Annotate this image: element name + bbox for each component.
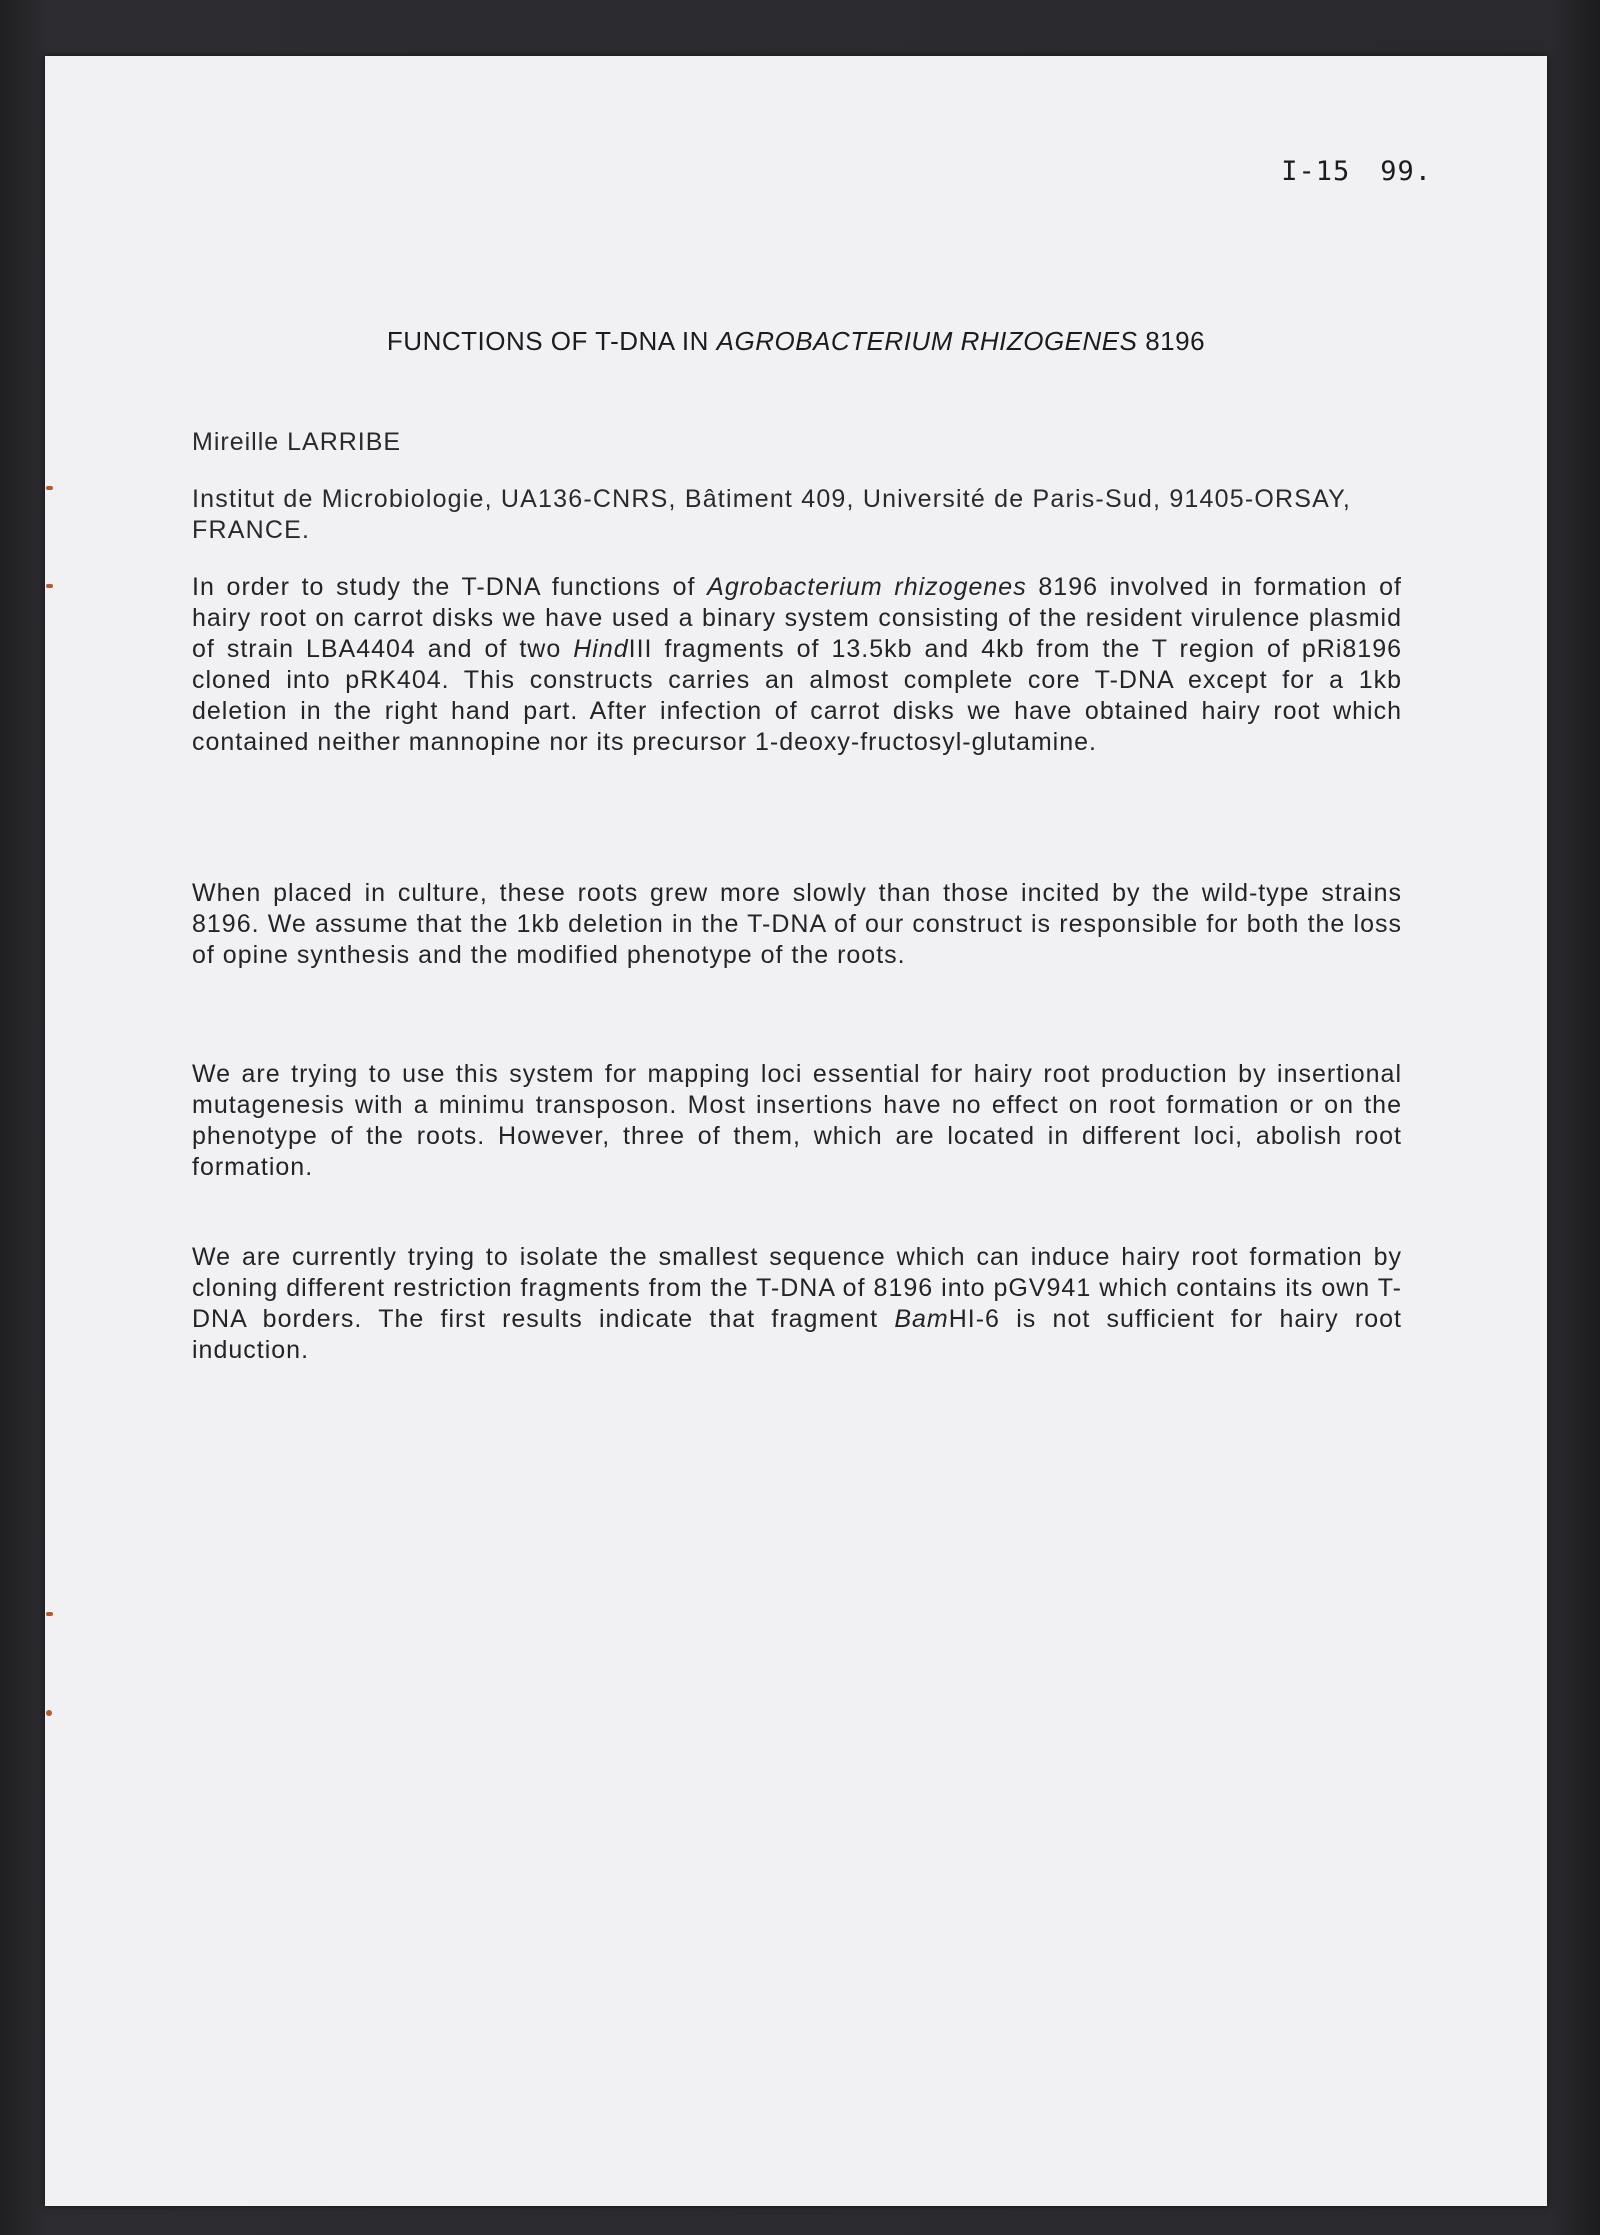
page-code: I-15 bbox=[1281, 156, 1351, 187]
p4-text-a: We are currently trying to isolate the smallest sequence which can induce hairy root formation by cloning different restriction fragments from the T-DNA of 8196 into pGV941 which contains its own T-DNA borders. The first results indicate that fragment bbox=[192, 1243, 1402, 1333]
title-strain: 8196 bbox=[1137, 326, 1206, 356]
p1-text-c: III fragments of 13.5kb and 4kb from the T region of pRi8196 cloned into pRK404. This constructs carries an almost complete core T-DNA except for a 1kb deletion in the right hand part. After infection of carrot disks we have obtained hairy root which contained neither mannopine nor its precursor 1-deoxy-fructosyl-glutamine. bbox=[192, 635, 1403, 756]
p1-text-a: In order to study the T-DNA functions of bbox=[192, 573, 708, 601]
author-affiliation: Institut de Microbiologie, UA136-CNRS, Bâtiment 409, Université de Paris-Sud, 91405-ORSAY, FRANCE. bbox=[192, 485, 1351, 544]
title-prefix: FUNCTIONS OF T-DNA IN bbox=[386, 326, 717, 356]
paragraph-4 bbox=[192, 1242, 1402, 1366]
paragraph-3: We are trying to use this system for mapping loci essential for hairy root production by insertional mutagenesis with a minimu transposon. Most insertions have no effect on root formation or on the phenotype of the roots. However, three of them, which are located in different loci, abolish root formation. bbox=[192, 1060, 1402, 1181]
page-number: 99. bbox=[1380, 156, 1432, 187]
p4-italic-enzyme: Bam bbox=[894, 1305, 949, 1333]
author-name: Mireille LARRIBE bbox=[192, 428, 402, 456]
punch-mark-icon bbox=[46, 1710, 52, 1716]
paragraph-2: When placed in culture, these roots grew more slowly than those incited by the wild-type strains 8196. We assume that the 1kb deletion in the T-DNA of our construct is responsible for both the loss of opine synthesis and the modified phenotype of the roots. bbox=[192, 879, 1402, 969]
p1-italic-genus: Agrobacterium rhizogenes bbox=[707, 573, 1027, 601]
punch-mark-icon bbox=[46, 486, 53, 490]
document-title bbox=[45, 326, 1547, 357]
paragraph-1 bbox=[192, 572, 1402, 758]
page-reference bbox=[1281, 156, 1432, 187]
p4-text-b: HI-6 is not sufficient for hairy root induction. bbox=[192, 1305, 1402, 1364]
title-organism: AGROBACTERIUM RHIZOGENES bbox=[716, 326, 1138, 356]
punch-mark-icon bbox=[46, 1612, 53, 1616]
p1-text-b: 8196 involved in formation of hairy root on carrot disks we have used a binary system consisting of the resident virulence plasmid of strain LBA4404 and of two bbox=[192, 573, 1402, 663]
punch-mark-icon bbox=[46, 584, 53, 588]
document-page bbox=[45, 56, 1547, 2206]
p1-italic-enzyme: Hind bbox=[573, 635, 629, 663]
